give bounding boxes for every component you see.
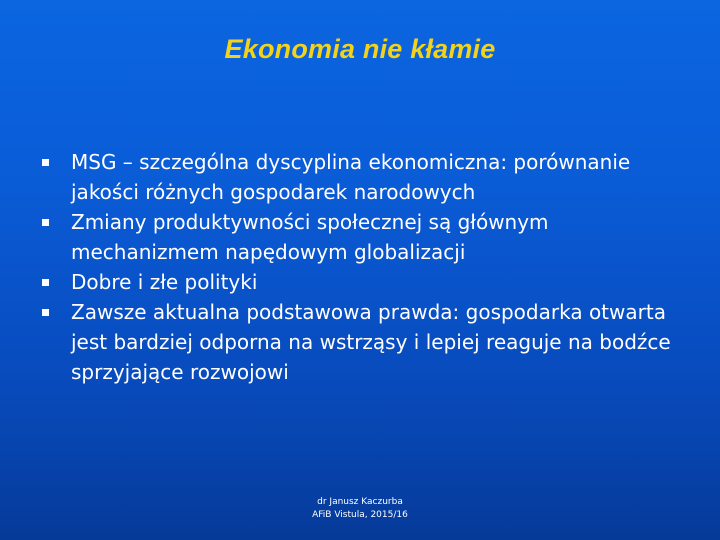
square-bullet-icon [42, 309, 49, 316]
bullet-list [0, 147, 720, 387]
square-bullet-icon [42, 219, 49, 226]
bullet-item [0, 207, 720, 267]
square-bullet-icon [42, 159, 49, 166]
footer-institution: AFiB Vistula, 2015/16 [312, 510, 408, 520]
bullet-text: Zmiany produktywności społecznej są głównym mechanizmem napędowym globalizacji [71, 210, 549, 264]
square-bullet-icon [42, 279, 49, 286]
bullet-item [0, 297, 720, 387]
bullet-text: Zawsze aktualna podstawowa prawda: gospodarka otwarta jest bardziej odporna na wstrząsy i lepiej reaguje na bodźce sprzyjające rozwojowi [71, 300, 671, 384]
slide-footer [280, 496, 440, 522]
slide-title: Ekonomia nie kłamie [224, 34, 496, 64]
footer-author: dr Janusz Kaczurba [317, 497, 403, 507]
bullet-text: MSG – szczególna dyscyplina ekonomiczna: porównanie jakości różnych gospodarek narodowych [71, 150, 631, 204]
bullet-item [0, 147, 720, 207]
bullet-item [0, 267, 720, 297]
bullet-text: Dobre i złe polityki [71, 270, 258, 294]
